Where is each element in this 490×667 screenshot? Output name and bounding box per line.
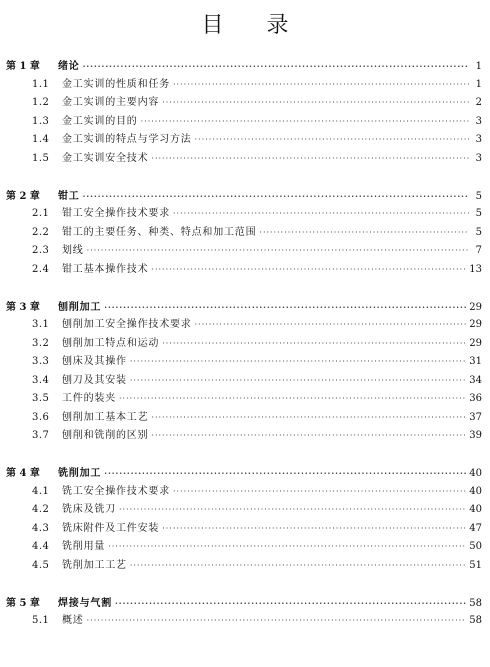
section-title: 金工实训的主要内容 (62, 97, 160, 108)
page-number: 1 (475, 78, 482, 90)
section-entry[interactable] (0, 335, 490, 354)
page-title: 目 录 (201, 13, 307, 38)
chapter-entry[interactable] (0, 464, 490, 483)
chapter-title: 绪论 (58, 61, 80, 72)
chapter-number: 第 2 章 (6, 190, 40, 202)
page-number: 34 (469, 374, 482, 386)
section-entry[interactable] (0, 316, 490, 335)
page-number: 50 (469, 541, 482, 552)
dot-leader (130, 372, 466, 391)
section-entry[interactable] (0, 409, 490, 428)
chapter-title: 铣削加工 (58, 468, 102, 479)
dot-leader (87, 242, 469, 261)
chapter-title: 焊接与气割 (58, 597, 112, 609)
section-number: 3.1 (32, 319, 50, 330)
chapter-entry[interactable] (0, 594, 490, 613)
section-title: 刨削加工特点和运动 (62, 337, 160, 349)
page-number: 3 (475, 134, 482, 145)
section-title: 刨床及其操作 (62, 356, 127, 367)
page-number: 3 (475, 115, 482, 127)
dot-leader (162, 520, 466, 539)
section-number: 1.5 (32, 152, 50, 164)
section-number: 3.7 (32, 430, 50, 441)
dot-leader (104, 464, 466, 483)
section-title: 金工实训的目的 (62, 115, 138, 127)
dot-leader (173, 205, 469, 224)
section-entry[interactable] (0, 427, 490, 446)
page-number: 40 (469, 504, 482, 515)
page-number: 58 (469, 615, 482, 626)
section-entry[interactable] (0, 113, 490, 132)
section-number: 3.6 (32, 411, 50, 423)
dot-leader (83, 187, 469, 206)
page-number: 29 (469, 319, 482, 330)
page-number: 36 (469, 393, 482, 404)
page-number: 5 (475, 226, 482, 238)
dot-leader (195, 131, 469, 150)
section-entry[interactable] (0, 483, 490, 502)
section-number: 5.1 (32, 615, 50, 626)
section-entry[interactable] (0, 538, 490, 557)
section-number: 3.5 (32, 393, 50, 404)
section-title: 铣削用量 (62, 541, 106, 552)
page-number: 47 (469, 522, 482, 534)
chapter-number: 第 4 章 (6, 468, 40, 479)
table-of-contents (0, 57, 490, 631)
page-number: 51 (469, 559, 482, 571)
page-number: 40 (469, 485, 482, 497)
dot-leader (119, 501, 466, 520)
dot-leader (151, 150, 469, 169)
section-title: 金工实训的特点与学习方法 (62, 134, 192, 145)
chapter-title: 刨削加工 (58, 301, 102, 313)
dot-leader (130, 557, 466, 576)
chapter-entry[interactable] (0, 57, 490, 76)
dot-leader (87, 612, 467, 631)
page-number: 2 (475, 97, 482, 108)
section-entry[interactable] (0, 150, 490, 169)
page-number: 29 (469, 337, 482, 349)
section-title: 铣削加工工艺 (62, 559, 127, 571)
section-number: 4.3 (32, 522, 50, 534)
section-number: 1.1 (32, 78, 50, 90)
dot-leader (151, 261, 466, 280)
section-title: 刨削加工基本工艺 (62, 411, 149, 423)
section-entry[interactable] (0, 94, 490, 113)
dot-leader (162, 335, 466, 354)
page-number: 39 (469, 430, 482, 441)
section-entry[interactable] (0, 353, 490, 372)
chapter-title: 钳工 (58, 190, 80, 202)
section-title: 钳工基本操作技术 (62, 263, 149, 275)
page-number: 37 (469, 411, 482, 423)
section-title: 钳工安全操作技术要求 (62, 208, 170, 219)
dot-leader (195, 316, 467, 335)
section-entry[interactable] (0, 390, 490, 409)
dot-leader (173, 76, 469, 95)
dot-leader (151, 409, 466, 428)
section-entry[interactable] (0, 612, 490, 631)
dot-leader (108, 538, 466, 557)
section-number: 2.1 (32, 208, 50, 219)
section-number: 2.4 (32, 263, 50, 275)
section-entry[interactable] (0, 131, 490, 150)
section-entry[interactable] (0, 224, 490, 243)
page-number: 31 (469, 356, 482, 367)
dot-leader (141, 113, 469, 132)
section-title: 铣床附件及工件安装 (62, 522, 160, 534)
section-title: 铣床及铣刀 (62, 504, 116, 515)
section-number: 3.2 (32, 337, 50, 349)
section-title: 刨削和铣削的区别 (62, 430, 149, 441)
dot-leader (130, 353, 466, 372)
page-number: 5 (475, 190, 482, 202)
chapter-entry[interactable] (0, 298, 490, 317)
section-title: 铣工安全操作技术要求 (62, 485, 170, 497)
section-number: 3.4 (32, 374, 50, 386)
section-entry[interactable] (0, 501, 490, 520)
section-entry[interactable] (0, 76, 490, 95)
page-number: 13 (469, 263, 482, 275)
section-number: 1.3 (32, 115, 50, 127)
section-title: 概述 (62, 615, 84, 626)
chapter-gap (0, 575, 490, 594)
section-number: 4.1 (32, 485, 50, 497)
page-number: 40 (469, 468, 482, 479)
section-title: 划线 (62, 245, 84, 256)
chapter-number: 第 1 章 (6, 61, 40, 72)
section-title: 刨削加工安全操作技术要求 (62, 319, 192, 330)
section-title: 金工实训安全技术 (62, 152, 149, 164)
dot-leader (115, 594, 466, 613)
page-number: 58 (469, 597, 482, 609)
section-entry[interactable] (0, 557, 490, 576)
section-entry[interactable] (0, 261, 490, 280)
dot-leader (162, 94, 469, 113)
page-number: 5 (475, 208, 482, 219)
section-number: 2.2 (32, 226, 50, 238)
page-number: 3 (475, 152, 482, 164)
section-entry[interactable] (0, 520, 490, 539)
dot-leader (83, 57, 469, 76)
section-title: 金工实训的性质和任务 (62, 78, 170, 90)
page-number: 1 (475, 61, 482, 72)
section-number: 3.3 (32, 356, 50, 367)
page-number: 29 (469, 301, 482, 313)
chapter-gap (0, 168, 490, 187)
section-number: 4.4 (32, 541, 50, 552)
chapter-gap (0, 279, 490, 298)
dot-leader (151, 427, 466, 446)
dot-leader (104, 298, 466, 317)
section-number: 1.2 (32, 97, 50, 108)
dot-leader (173, 483, 466, 502)
chapter-number: 第 5 章 (6, 597, 40, 609)
chapter-number: 第 3 章 (6, 301, 40, 313)
section-title: 工件的装夹 (62, 393, 116, 404)
section-title: 刨刀及其安装 (62, 374, 127, 386)
page-number: 7 (475, 245, 482, 256)
section-number: 1.4 (32, 134, 50, 145)
section-title: 钳工的主要任务、种类、特点和加工范围 (62, 226, 257, 238)
section-number: 4.5 (32, 559, 50, 571)
dot-leader (259, 224, 469, 243)
chapter-gap (0, 446, 490, 465)
dot-leader (119, 390, 466, 409)
section-entry[interactable] (0, 205, 490, 224)
section-number: 4.2 (32, 504, 50, 515)
section-entry[interactable] (0, 242, 490, 261)
section-entry[interactable] (0, 372, 490, 391)
chapter-entry[interactable] (0, 187, 490, 206)
section-number: 2.3 (32, 245, 50, 256)
